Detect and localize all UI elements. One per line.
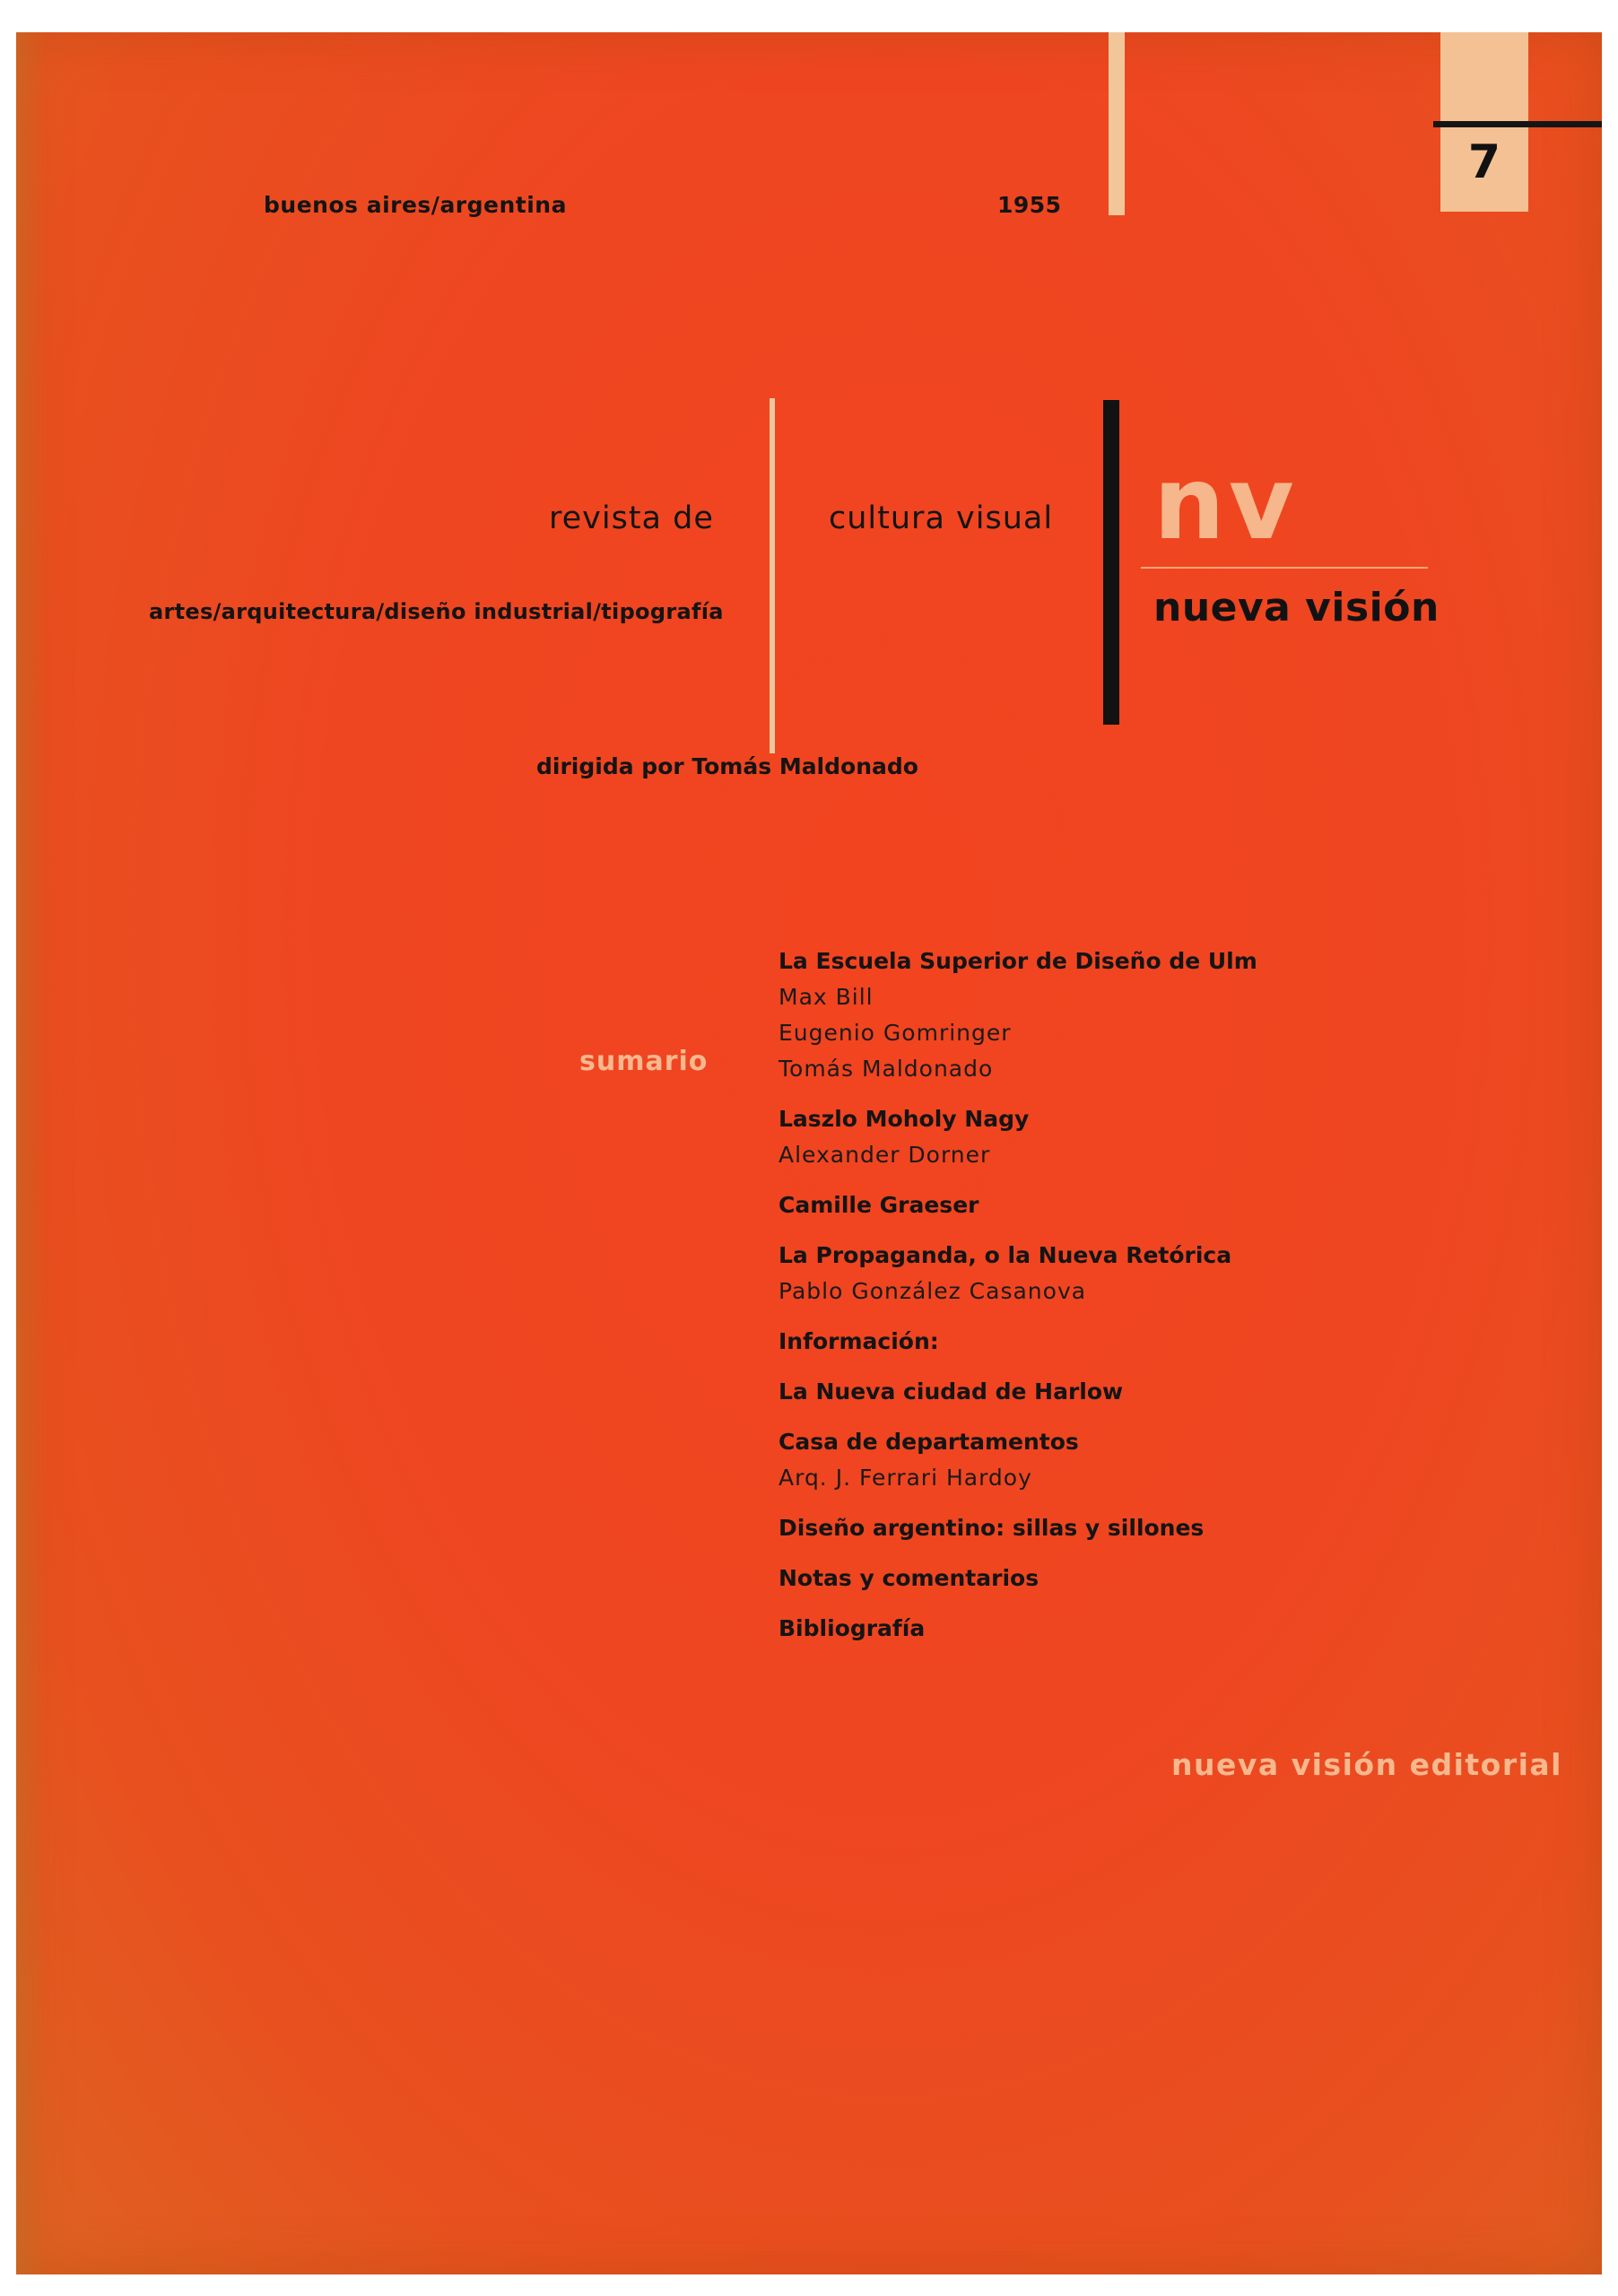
- toc-entry-author: Pablo González Casanova: [779, 1278, 1087, 1304]
- subtitle-right: cultura visual: [829, 500, 1054, 536]
- magazine-cover: [16, 32, 1602, 2274]
- toc-entry-title: Camille Graeser: [779, 1192, 979, 1218]
- toc-entry-title: La Escuela Superior de Diseño de Ulm: [779, 948, 1257, 974]
- toc-entry-author: Tomás Maldonado: [779, 1056, 994, 1082]
- toc-entry: [779, 1324, 1406, 1360]
- logo-name: nueva visión: [1153, 585, 1440, 631]
- toc-entry-title: Bibliografía: [779, 1615, 926, 1641]
- toc-entry: [779, 1424, 1406, 1496]
- toc-entry: [779, 1510, 1406, 1546]
- issue-number-rule: [1433, 121, 1602, 127]
- toc-entry: [779, 1238, 1406, 1309]
- toc-entry-author: Eugenio Gomringer: [779, 1020, 1012, 1046]
- toc-entry-title: Notas y comentarios: [779, 1565, 1040, 1591]
- sumario-label: sumario: [579, 1046, 709, 1077]
- toc-entry: [779, 1187, 1406, 1223]
- toc-entry-title: La Nueva ciudad de Harlow: [779, 1378, 1124, 1405]
- toc-entry-title: Información:: [779, 1328, 939, 1354]
- table-of-contents: [779, 944, 1406, 1661]
- subtitle-left: revista de: [549, 500, 714, 536]
- logo-rule: [1141, 567, 1428, 569]
- top-accent-bar: [1109, 32, 1125, 215]
- toc-entry-title: Diseño argentino: sillas y sillones: [779, 1515, 1205, 1541]
- toc-entry: [779, 1101, 1406, 1173]
- topics-text: artes/arquitectura/diseño industrial/tipografía: [149, 599, 724, 624]
- center-divider: [770, 398, 775, 753]
- logo-nv: nv: [1153, 446, 1298, 562]
- logo-black-bar: [1103, 400, 1119, 725]
- toc-entry-title: Laszlo Moholy Nagy: [779, 1106, 1030, 1132]
- location-text: buenos aires/argentina: [264, 192, 567, 218]
- toc-entry-author: Arq. J. Ferrari Hardoy: [779, 1465, 1032, 1491]
- publisher-text: nueva visión editorial: [1171, 1747, 1562, 1782]
- toc-entry: [779, 1611, 1406, 1647]
- toc-entry-author: Max Bill: [779, 984, 874, 1010]
- spine-edge: [16, 32, 47, 2274]
- toc-entry: [779, 1374, 1406, 1410]
- toc-entry-title: Casa de departamentos: [779, 1429, 1079, 1455]
- toc-entry: [779, 1561, 1406, 1596]
- year-text: 1955: [997, 192, 1062, 218]
- toc-entry: [779, 944, 1406, 1087]
- toc-entry-title: La Propaganda, o la Nueva Retórica: [779, 1242, 1232, 1268]
- toc-entry-author: Alexander Dorner: [779, 1142, 991, 1168]
- director-text: dirigida por Tomás Maldonado: [536, 753, 918, 779]
- issue-number: 7: [1467, 135, 1501, 189]
